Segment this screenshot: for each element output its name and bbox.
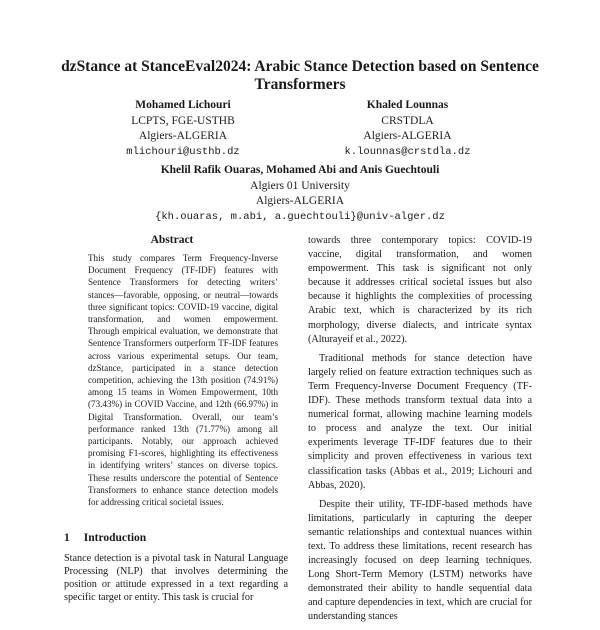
abstract-text <box>88 252 278 508</box>
right-column <box>308 234 532 630</box>
author-name: Khaled Lounnas <box>366 99 449 111</box>
author-email: mlichouri@usthb.dz <box>126 145 240 158</box>
abstract-paragraph: This study compares Term Frequency-Inverse Document Frequency (TF-IDF) features with Sentence Transformers for detecting writers’ stances—favorable, opposing, or neutral—towards three significant topics: COVID-19 vaccine, digital transformation, and women empowerment. Through empirical evaluation, we demonstrate that Sentence Transformers outperform TF-IDF features across various experimental setups. Our team, dzStance, participated in a stance detection competition, achieving the 13th position (74.91%) among 15 teams in Women Empowerment, 10th (73.43%) in COVID Vaccine, and 12th (66.97%) in Digital Transformation. Overall, our team’s performance ranked 13th (71.77%) among all participants. Notably, our approach achieved promising F1-scores, highlighting its effectiveness in identifying writers’ stances on diverse topics. These results underscore the potential of Sentence Transformers to enhance stance detection models for addressing critical societal issues. <box>88 253 278 508</box>
author-block-2 <box>330 98 485 160</box>
section-number: 1 <box>64 532 70 544</box>
author-location: Algiers-ALGERIA <box>363 130 452 142</box>
section-heading <box>64 532 146 544</box>
intro-text <box>64 552 288 604</box>
intro-paragraph: Stance detection is a pivotal task in Natural Language Processing (NLP) that involves determining the position or attitude expressed in a text regarding a specific target or entity. This task is crucial for <box>64 553 288 603</box>
section-title: Introduction <box>83 532 147 544</box>
author-email: {kh.ouaras, m.abi, a.guechtouli}@univ-alger.dz <box>155 210 445 223</box>
author-block-1 <box>108 98 258 160</box>
abstract-heading: Abstract <box>150 234 194 246</box>
author-affiliation: LCPTS, FGE-USTHB <box>131 114 235 127</box>
author-email: k.lounnas@crstdla.dz <box>344 145 471 158</box>
author-name: Khelil Rafik Ouaras, Mohamed Abi and Anis Guechtouli <box>160 164 440 176</box>
body-paragraph-1: towards three contemporary topics: COVID-19 vaccine, digital transformation, and women empowerment. This task is significant not only because it addresses critical societal issues but also because it highlights the complexities of processing Arabic text, which is characterized by its rich morphology, diverse dialects, and intricate syntax (Alturayeif et al., 2022). <box>308 235 532 345</box>
author-block-3 <box>100 163 500 225</box>
author-location: Algiers-ALGERIA <box>138 130 228 142</box>
author-name: Mohamed Lichouri <box>135 99 231 111</box>
body-paragraph-3: Despite their utility, TF-IDF-based methods have limitations, particularly in capturing the deeper semantic relationships and contextual nuances within text. To address these limitations, recent research has increasingly focused on deep learning techniques. Long Short-Term Memory (LSTM) networks have demonstrated their ability to handle sequential data and capture dependencies in text, which are crucial for understanding stances <box>308 498 532 623</box>
author-location: Algiers-ALGERIA <box>255 195 345 207</box>
body-paragraph-2: Traditional methods for stance detection have largely relied on feature extraction techniques such as Term Frequency-Inverse Document Frequency (TF-IDF). These methods transform textual data into a numerical format, allowing machine learning models to process and analyze the text. Our initial experiments leverage TF-IDF features due to their simplicity and proven effectiveness in various text classification tasks (Abbas et al., 2019; Lichouri and Abbas, 2020). <box>308 352 532 491</box>
paper-title: dzStance at StanceEval2024: Arabic Stance Detection based on Sentence Transformers <box>61 58 539 93</box>
author-affiliation: Algiers 01 University <box>250 179 350 192</box>
author-affiliation: CRSTDLA <box>381 114 434 127</box>
